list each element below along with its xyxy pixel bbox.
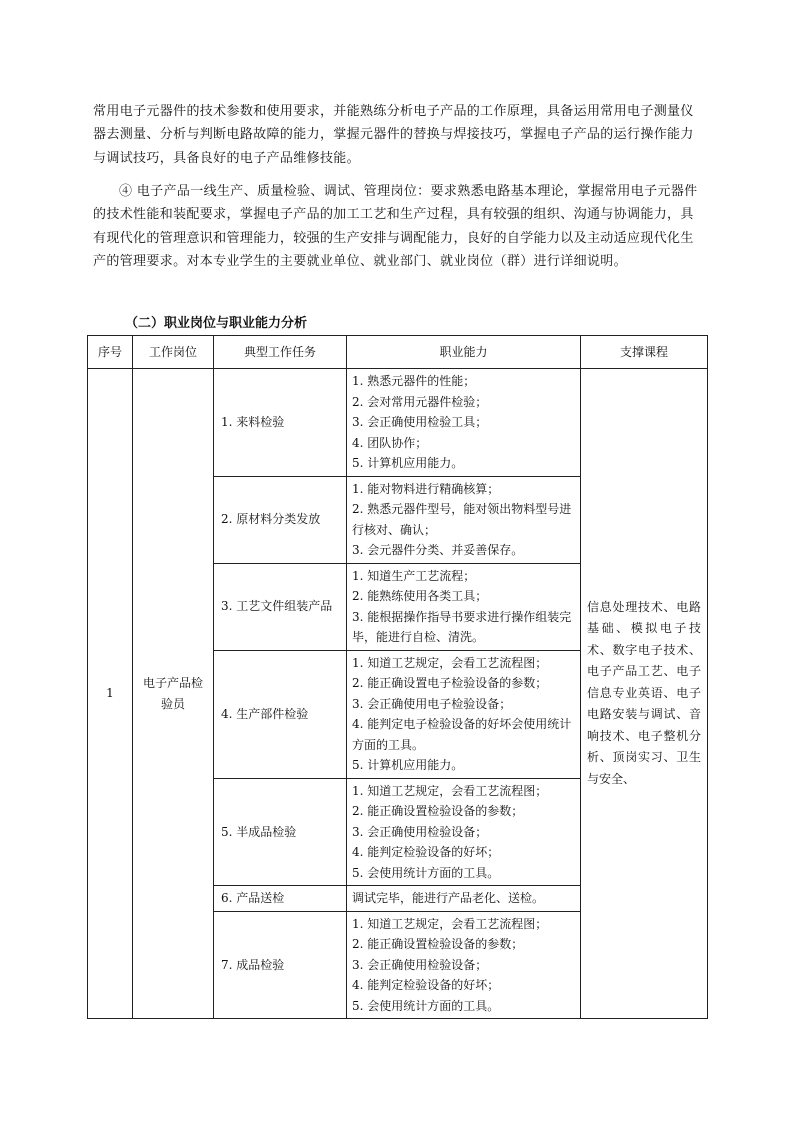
job-ability-table [87, 335, 708, 1019]
header-position: 工作岗位 [133, 336, 214, 369]
ability-item: 1. 知道工艺规定，会看工艺流程图； [352, 783, 548, 798]
ability-item: 1. 知道工艺规定，会看工艺流程图； [352, 916, 548, 931]
ability-cell [347, 563, 581, 650]
task-cell: 1. 来料检验 [214, 369, 347, 477]
ability-item: 5. 会使用统计方面的工具。 [352, 865, 500, 880]
ability-item: 3. 会正确使用检验设备； [352, 824, 488, 839]
task-cell: 3. 工艺文件组装产品 [214, 563, 347, 650]
task-cell: 5. 半成品检验 [214, 778, 347, 886]
ability-cell [347, 911, 581, 1019]
table-row [88, 369, 708, 477]
task-cell: 2. 原材料分类发放 [214, 476, 347, 563]
ability-cell [347, 650, 581, 778]
ability-item: 3. 会正确使用检验工具； [352, 415, 488, 429]
ability-item: 2. 会对常用元器件检验； [352, 394, 488, 409]
ability-item: 1. 熟悉元器件的性能； [352, 374, 476, 388]
ability-item: 5. 会使用统计方面的工具。 [352, 998, 500, 1013]
table-header-row [88, 336, 708, 369]
ability-item: 2. 能正确设置检验设备的参数； [352, 937, 524, 951]
ability-item: 3. 能根据操作指导书要求进行操作组装完毕，能进行自检、清洗。 [352, 609, 572, 644]
ability-item: 4. 团队协作； [352, 435, 428, 450]
header-no: 序号 [88, 336, 133, 369]
ability-item: 2. 熟悉元器件型号，能对领出物料型号进行核对、确认； [352, 502, 572, 537]
ability-cell [347, 369, 581, 477]
ability-item: 1. 能对物料进行精确核算； [352, 481, 500, 496]
ability-item: 5. 计算机应用能力。 [352, 758, 464, 772]
task-cell: 7. 成品检验 [214, 911, 347, 1019]
ability-item: 1. 知道生产工艺流程； [352, 568, 476, 583]
ability-item: 4. 能判定检验设备的好坏； [352, 978, 500, 992]
ability-item: 调试完毕，能进行产品老化、送检。 [352, 891, 545, 905]
position-cell: 电子产品检验员 [133, 369, 214, 1019]
row-number: 1 [88, 369, 133, 1019]
ability-item: 2. 能熟练使用各类工具； [352, 589, 488, 603]
intro-paragraph-1: 常用电子元器件的技术参数和使用要求，并能熟练分析电子产品的工作原理，具备运用常用电子测量仪器去测量、分析与判断电路故障的能力，掌握元器件的替换与焊接技巧，掌握电子产品的运行操作能力与调试技巧，具备良好的电子产品维修技能。 [93, 104, 694, 166]
header-ability: 职业能力 [347, 336, 581, 369]
task-cell: 4. 生产部件检验 [214, 650, 347, 778]
ability-item: 1. 知道工艺规定，会看工艺流程图； [352, 655, 548, 670]
ability-item: 4. 能判定检验设备的好坏； [352, 845, 500, 859]
task-cell: 6. 产品送检 [214, 886, 347, 912]
section-title: （二）职业岗位与职业能力分析 [125, 316, 308, 331]
ability-item: 5. 计算机应用能力。 [352, 456, 464, 470]
course-cell: 信息处理技术、电路基础、模拟电子技术、数字电子技术、电子产品工艺、电子信息专业英语、电子电路安装与调试、音响技术、电子整机分析、顶岗实习、卫生与安全、 [581, 369, 708, 1019]
ability-cell [347, 476, 581, 563]
ability-item: 2. 能正确设置电子检验设备的参数； [352, 676, 548, 690]
ability-item: 2. 能正确设置检验设备的参数； [352, 804, 524, 818]
ability-item: 3. 会正确使用电子检验设备； [352, 696, 512, 711]
ability-item: 3. 会元器件分类、并妥善保存。 [352, 543, 524, 557]
ability-cell [347, 778, 581, 886]
header-course: 支撑课程 [581, 336, 708, 369]
intro-paragraph-2: ④ 电子产品一线生产、质量检验、调试、管理岗位：要求熟悉电路基本理论，掌握常用电子元器件的技术性能和装配要求，掌握电子产品的加工工艺和生产过程，具有较强的组织、沟通与协调能力，具有现代化的管理意识和管理能力，较强的生产安排与调配能力，良好的自学能力以及主动适应现代化生产的管理要求。对本专业学生的主要就业单位、就业部门、就业岗位（群）进行详细说明。 [93, 184, 698, 270]
ability-item: 3. 会正确使用检验设备； [352, 957, 488, 972]
header-task: 典型工作任务 [214, 336, 347, 369]
ability-cell [347, 886, 581, 912]
ability-item: 4. 能判定电子检验设备的好坏会使用统计方面的工具。 [352, 717, 572, 752]
